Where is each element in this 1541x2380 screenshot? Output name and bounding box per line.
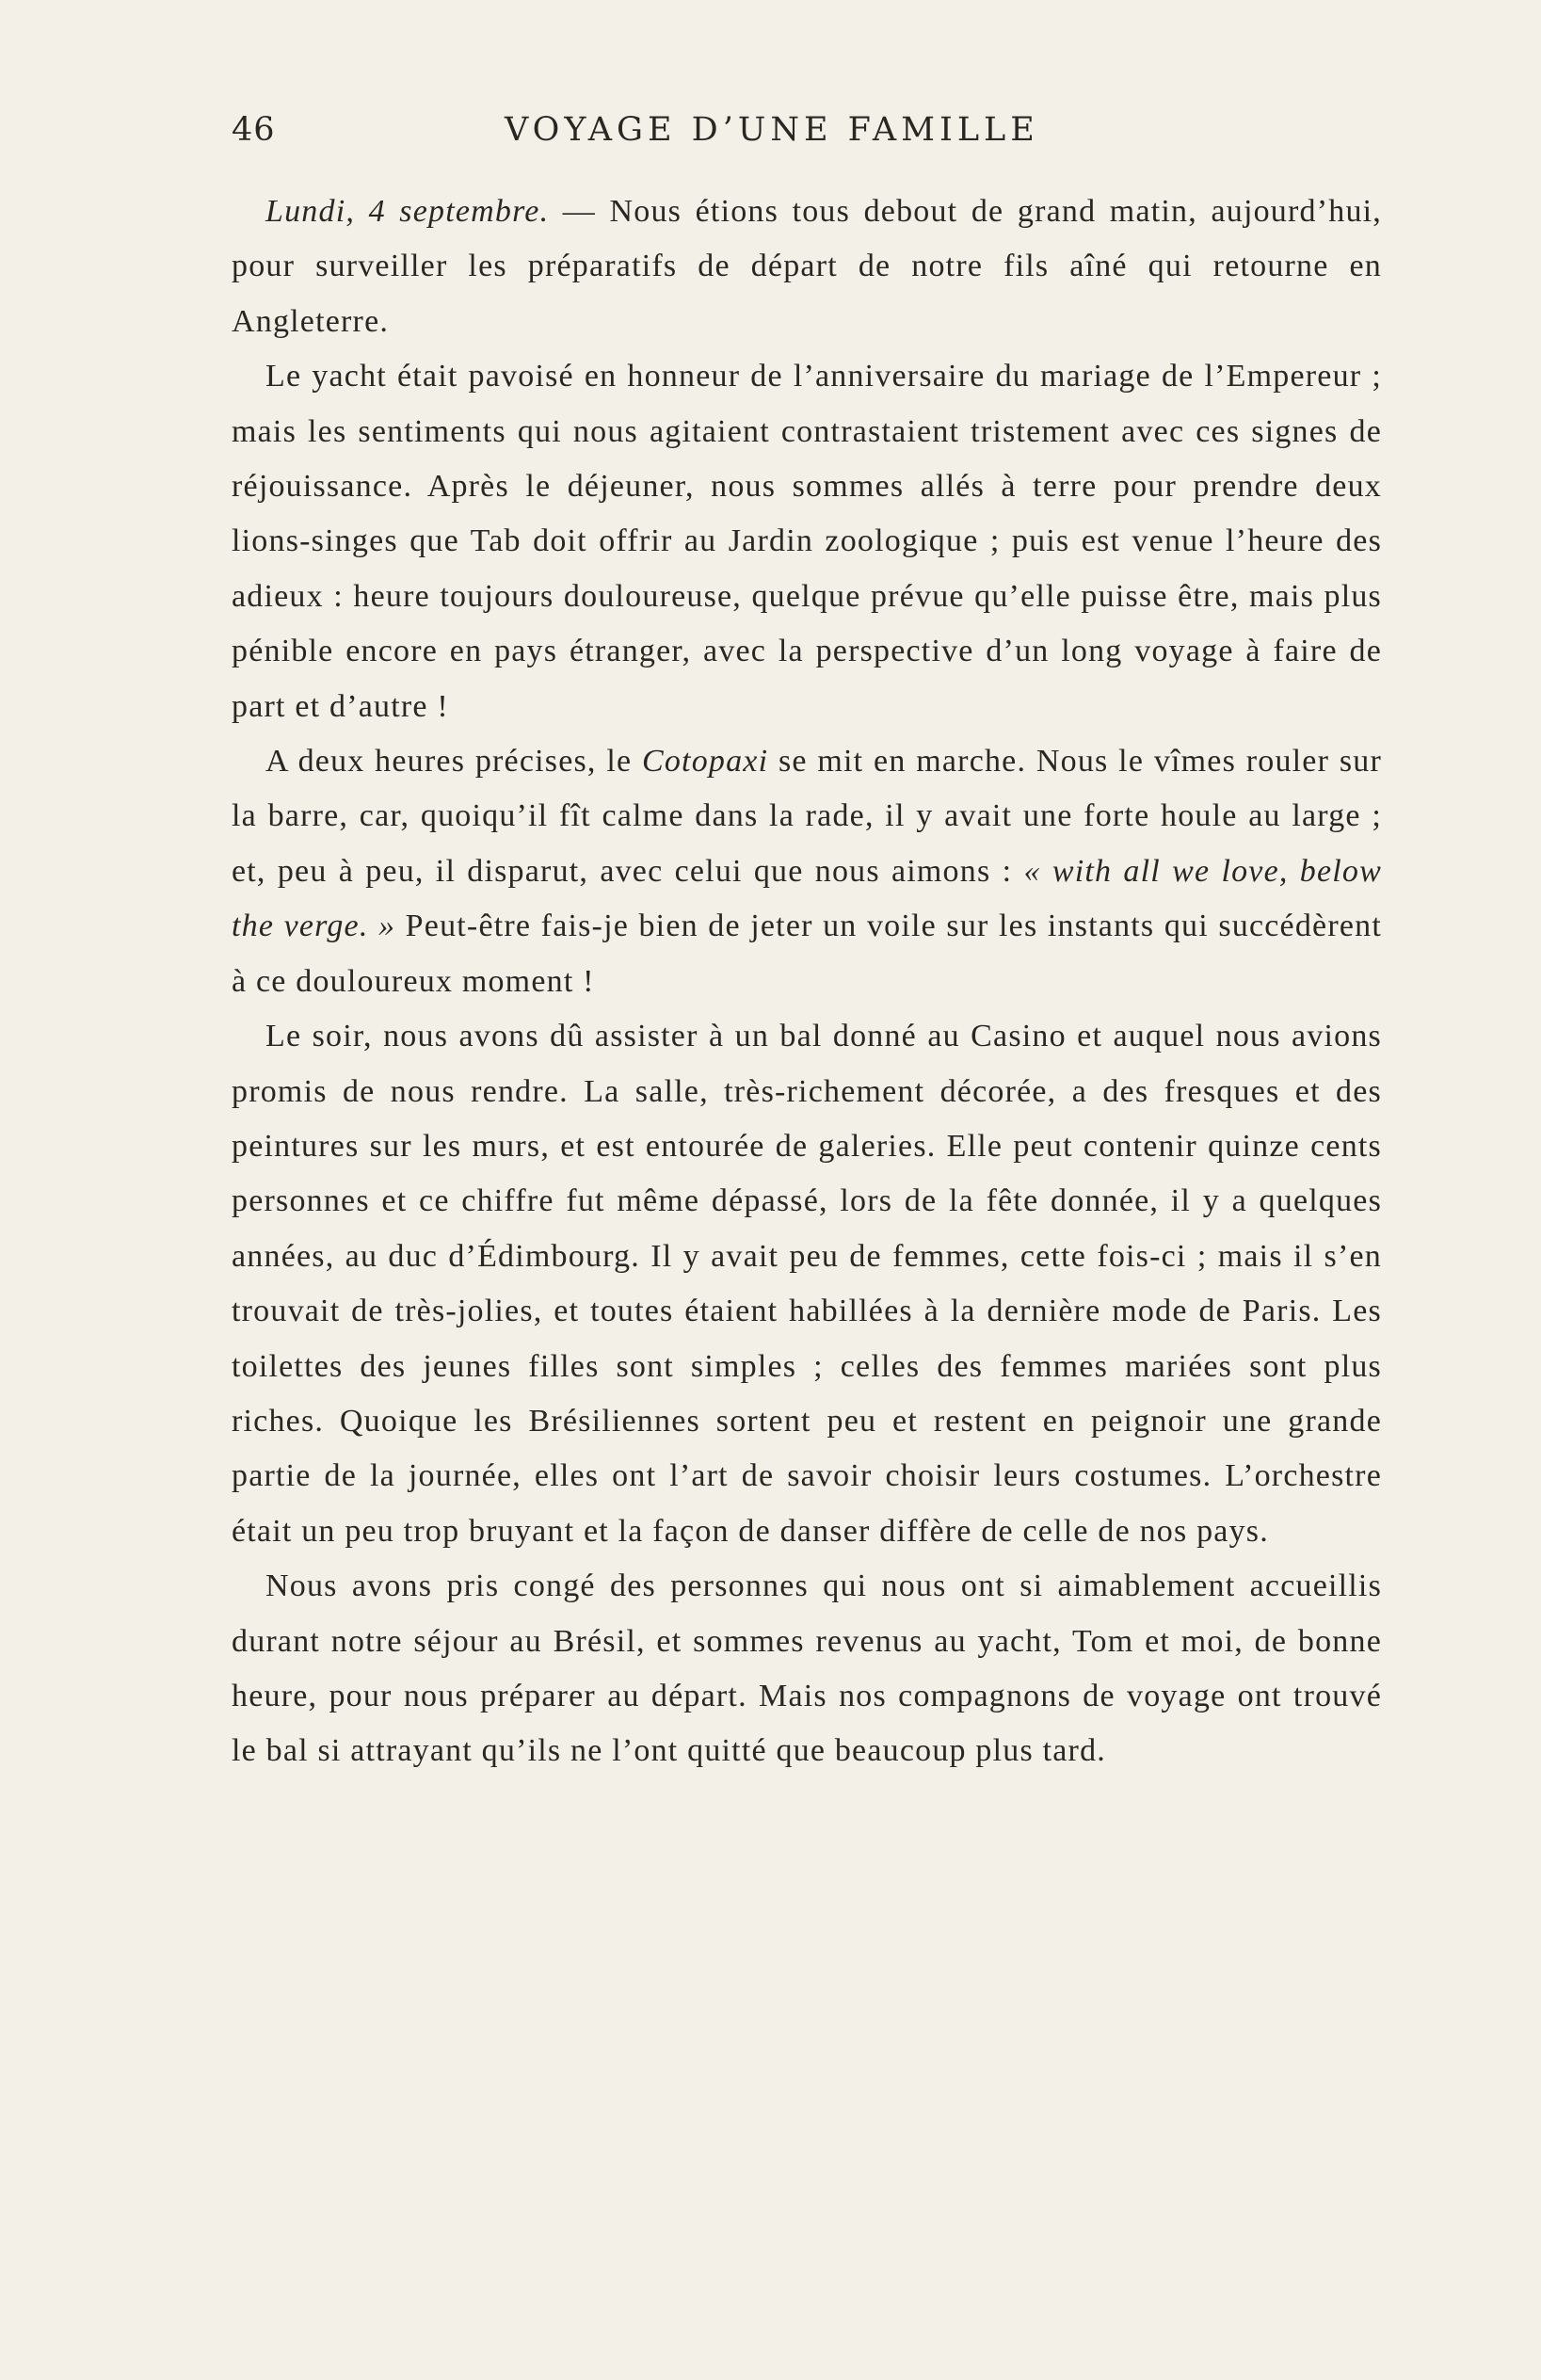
page-header <box>232 111 1107 164</box>
paragraph-5: Nous avons pris congé des personnes qui nous ont si aimablement accueillis durant notre séjour au Brésil, et sommes revenus au yacht, Tom et moi, de bonne heure, pour nous préparer au départ. Mais nos compagnons de voyage ont trouvé le bal si attrayant qu’ils ne l’ont quitté que beaucoup plus tard. <box>232 1568 1382 1769</box>
paragraph-4: Le soir, nous avons dû assister à un bal donné au Casino et auquel nous avions promis de nous rendre. La salle, très-richement décorée, a des fresques et des peintures sur les murs, et est entourée de galeries. Elle peut contenir quinze cents personnes et ce chiffre fut même dépassé, lors de la fête donnée, il y a quelques années, au duc d’Édimbourg. Il y avait peu de femmes, cette fois-ci ; mais il s’en trouvait de très-jolies, et toutes étaient habillées à la dernière mode de Paris. Les toilettes des jeunes filles sont simples ; celles des femmes mariées sont plus riches. Quoique les Brésiliennes sortent peu et restent en peignoir une grande partie de la journée, elles ont l’art de savoir choisir leurs costumes. L’orchestre était un peu trop bruyant et la façon de danser diffère de celle de nos pays. <box>232 1019 1382 1549</box>
paragraph-3-after: Peut-être fais-je bien de jeter un voile sur les instants qui succédèrent à ce douloureux moment ! <box>232 909 1382 999</box>
diary-date: Lundi, 4 septembre. <box>265 194 550 229</box>
ship-name: Cotopaxi <box>641 744 769 780</box>
running-title: VOYAGE D’UNE FAMILLE <box>505 111 1039 149</box>
body-text <box>232 185 1382 1779</box>
paragraph-2: Le yacht était pavoisé en honneur de l’anniversaire du mariage de l’Empereur ; mais les sentiments qui nous agitaient contrastaient tristement avec ces signes de réjouissance. Après le déjeuner, nous sommes allés à terre pour prendre deux lions-singes que Tab doit offrir au Jardin zoologique ; puis est venue l’heure des adieux : heure toujours douloureuse, quelque prévue qu’elle puisse être, mais plus pénible encore en pays étranger, avec la perspective d’un long voyage à faire de part et d’autre ! <box>232 359 1382 724</box>
paragraph-3 <box>232 734 1382 1009</box>
paragraph-3-before: A deux heures précises, le <box>265 744 642 780</box>
paragraph-3-middle: se mit en marche. Nous le vîmes rouler sur la barre, car, quoiqu’il fît calme dans la rade, il y avait une forte houle au large ; et, peu à peu, il disparut, avec celui que nous aimons : <box>232 744 1382 889</box>
paragraph-1 <box>232 185 1382 349</box>
page-number: 46 <box>232 111 276 149</box>
english-quote: « with all we love, below the verge. » <box>232 853 1382 944</box>
paragraph-1-text: — Nous étions tous debout de grand matin, aujourd’hui, pour surveiller les préparatifs de départ de notre fils aîné qui retourne en Angleterre. <box>232 194 1382 339</box>
